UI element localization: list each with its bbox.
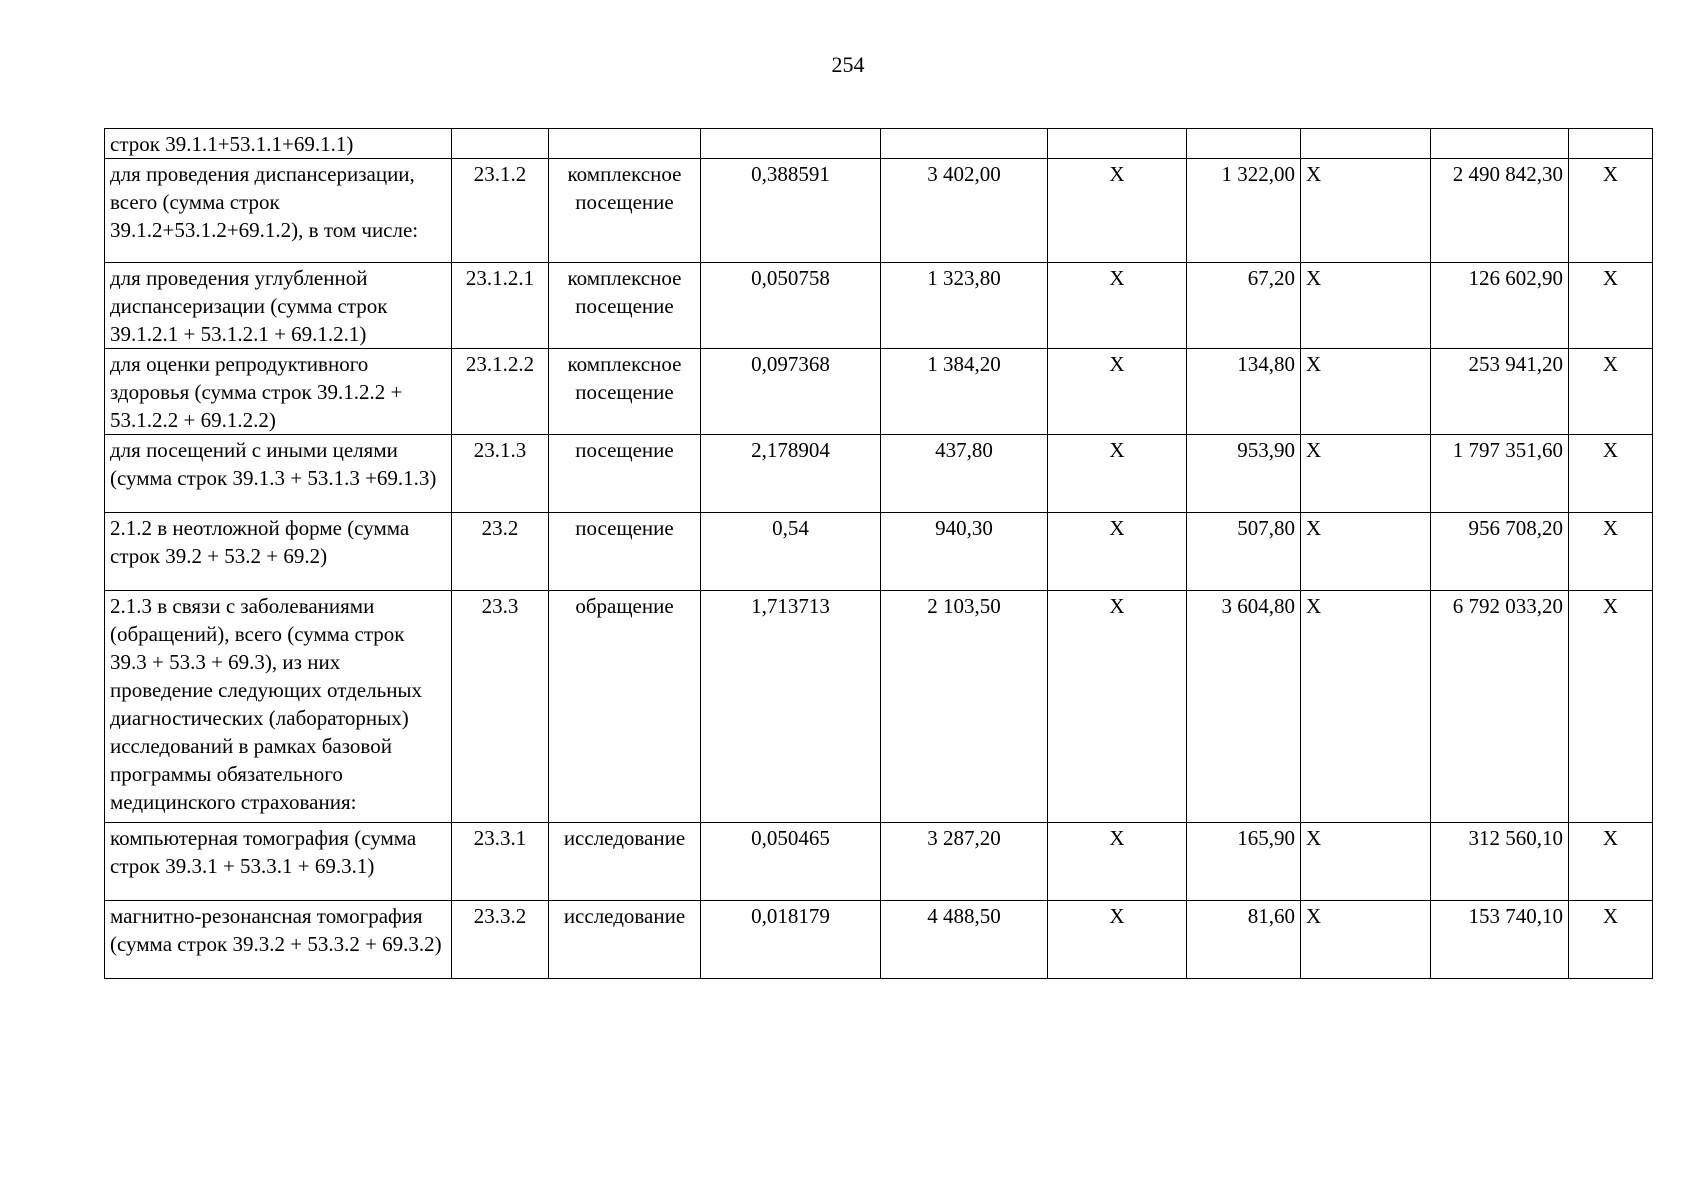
row-name-cell: строк 39.1.1+53.1.1+69.1.1) (105, 129, 452, 159)
row-cost-cell: 2 103,50 (881, 591, 1048, 823)
row-name-cell: компьютерная томография (сумма строк 39.3.1 + 53.3.1 + 69.3.1) (105, 823, 452, 901)
row-total-cell: 956 708,20 (1431, 513, 1569, 591)
row-norm-cell (701, 129, 881, 159)
table-row (105, 435, 1653, 513)
row-cost-cell: 3 287,20 (881, 823, 1048, 901)
row-code-cell: 23.3.1 (452, 823, 549, 901)
row-x3-cell: X (1569, 263, 1653, 349)
row-cost-cell: 3 402,00 (881, 159, 1048, 263)
row-total-cell: 312 560,10 (1431, 823, 1569, 901)
row-x1-cell: X (1048, 159, 1187, 263)
row-x3-cell: X (1569, 513, 1653, 591)
row-norm-cell: 0,388591 (701, 159, 881, 263)
row-total-cell: 253 941,20 (1431, 349, 1569, 435)
row-value-cell: 81,60 (1187, 901, 1301, 979)
table-row (105, 349, 1653, 435)
row-unit-cell: посещение (549, 513, 701, 591)
row-unit-cell: посещение (549, 435, 701, 513)
row-x1-cell: X (1048, 591, 1187, 823)
row-cost-cell: 4 488,50 (881, 901, 1048, 979)
row-x2-cell: X (1301, 513, 1431, 591)
row-x2-cell: X (1301, 435, 1431, 513)
row-x1-cell: X (1048, 513, 1187, 591)
row-cost-cell: 437,80 (881, 435, 1048, 513)
row-x3-cell: X (1569, 349, 1653, 435)
row-code-cell: 23.1.2.1 (452, 263, 549, 349)
row-unit-cell: обращение (549, 591, 701, 823)
row-name-cell: 2.1.2 в неотложной форме (сумма строк 39.2 + 53.2 + 69.2) (105, 513, 452, 591)
row-total-cell: 126 602,90 (1431, 263, 1569, 349)
row-unit-cell: комплексное посещение (549, 263, 701, 349)
row-x3-cell: X (1569, 901, 1653, 979)
row-x1-cell: X (1048, 263, 1187, 349)
table-body (105, 129, 1653, 979)
table-row (105, 263, 1653, 349)
row-x3-cell: X (1569, 159, 1653, 263)
row-x3-cell: X (1569, 591, 1653, 823)
row-value-cell (1187, 129, 1301, 159)
row-norm-cell: 0,54 (701, 513, 881, 591)
row-value-cell: 953,90 (1187, 435, 1301, 513)
row-x2-cell: X (1301, 349, 1431, 435)
row-code-cell: 23.3.2 (452, 901, 549, 979)
row-total-cell: 1 797 351,60 (1431, 435, 1569, 513)
row-unit-cell: комплексное посещение (549, 159, 701, 263)
row-norm-cell: 0,018179 (701, 901, 881, 979)
row-unit-cell: исследование (549, 901, 701, 979)
row-code-cell: 23.1.2.2 (452, 349, 549, 435)
row-x1-cell (1048, 129, 1187, 159)
row-code-cell: 23.1.3 (452, 435, 549, 513)
row-x1-cell: X (1048, 435, 1187, 513)
row-value-cell: 165,90 (1187, 823, 1301, 901)
row-code-cell: 23.2 (452, 513, 549, 591)
table-row (105, 591, 1653, 823)
row-value-cell: 3 604,80 (1187, 591, 1301, 823)
row-name-cell: 2.1.3 в связи с заболеваниями (обращений), всего (сумма строк 39.3 + 53.3 + 69.3), из них проведение следующих отдельных диагностических (лабораторных) исследований в рамках базовой программы обязательного медицинского страхования: (105, 591, 452, 823)
row-x3-cell: X (1569, 435, 1653, 513)
row-x2-cell: X (1301, 263, 1431, 349)
row-x3-cell (1569, 129, 1653, 159)
row-x1-cell: X (1048, 349, 1187, 435)
row-total-cell: 6 792 033,20 (1431, 591, 1569, 823)
row-x1-cell: X (1048, 823, 1187, 901)
row-value-cell: 67,20 (1187, 263, 1301, 349)
row-code-cell (452, 129, 549, 159)
row-unit-cell (549, 129, 701, 159)
row-total-cell: 153 740,10 (1431, 901, 1569, 979)
table-row (105, 823, 1653, 901)
row-name-cell: магнитно-резонансная томография (сумма строк 39.3.2 + 53.3.2 + 69.3.2) (105, 901, 452, 979)
row-value-cell: 134,80 (1187, 349, 1301, 435)
row-name-cell: для посещений с иными целями (сумма строк 39.1.3 + 53.1.3 +69.1.3) (105, 435, 452, 513)
row-x2-cell: X (1301, 823, 1431, 901)
row-code-cell: 23.3 (452, 591, 549, 823)
row-x2-cell: X (1301, 591, 1431, 823)
row-norm-cell: 0,097368 (701, 349, 881, 435)
row-value-cell: 507,80 (1187, 513, 1301, 591)
row-total-cell: 2 490 842,30 (1431, 159, 1569, 263)
row-unit-cell: комплексное посещение (549, 349, 701, 435)
row-x2-cell: X (1301, 901, 1431, 979)
row-norm-cell: 1,713713 (701, 591, 881, 823)
row-total-cell (1431, 129, 1569, 159)
row-x2-cell (1301, 129, 1431, 159)
row-norm-cell: 0,050758 (701, 263, 881, 349)
table-row (105, 159, 1653, 263)
row-name-cell: для проведения углубленной диспансеризации (сумма строк 39.1.2.1 + 53.1.2.1 + 69.1.2.1) (105, 263, 452, 349)
row-cost-cell: 940,30 (881, 513, 1048, 591)
row-x3-cell: X (1569, 823, 1653, 901)
row-cost-cell (881, 129, 1048, 159)
row-norm-cell: 2,178904 (701, 435, 881, 513)
row-name-cell: для оценки репродуктивного здоровья (сумма строк 39.1.2.2 + 53.1.2.2 + 69.1.2.2) (105, 349, 452, 435)
row-code-cell: 23.1.2 (452, 159, 549, 263)
row-cost-cell: 1 384,20 (881, 349, 1048, 435)
row-unit-cell: исследование (549, 823, 701, 901)
page-number: 254 (831, 52, 865, 77)
table-row (105, 513, 1653, 591)
row-x1-cell: X (1048, 901, 1187, 979)
table-row (105, 901, 1653, 979)
row-norm-cell: 0,050465 (701, 823, 881, 901)
data-table (104, 128, 1653, 979)
row-value-cell: 1 322,00 (1187, 159, 1301, 263)
row-cost-cell: 1 323,80 (881, 263, 1048, 349)
row-name-cell: для проведения диспансеризации, всего (сумма строк 39.1.2+53.1.2+69.1.2), в том числе: (105, 159, 452, 263)
table-row (105, 129, 1653, 159)
row-x2-cell: X (1301, 159, 1431, 263)
